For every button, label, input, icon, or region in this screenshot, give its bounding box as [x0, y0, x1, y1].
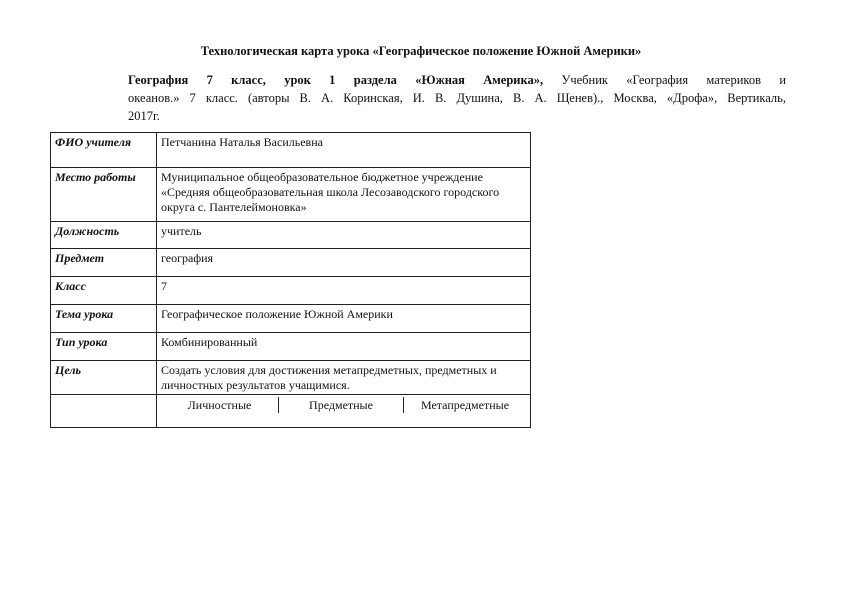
- table-row: [51, 395, 531, 428]
- row-label-goal: Цель: [51, 361, 157, 395]
- row-value-position: учитель: [157, 222, 531, 249]
- row-value-topic: Географическое положение Южной Америки: [157, 305, 531, 333]
- row-label-topic: Тема урока: [51, 305, 157, 333]
- document-title: Технологическая карта урока «Географическое положение Южной Америки»: [200, 44, 642, 58]
- lesson-card-table: [50, 132, 531, 428]
- results-empty-cell: [51, 395, 157, 428]
- row-value-subject: география: [157, 249, 531, 277]
- row-label-subject: Предмет: [51, 249, 157, 277]
- table-row: [51, 305, 531, 333]
- row-value-workplace: Муниципальное общеобразовательное бюджетное учреждение «Средняя общеобразовательная школа Лесозаводского городского округа с. Пантелеймоновка»: [157, 168, 531, 222]
- row-value-teacher: Петчанина Наталья Васильевна: [157, 133, 531, 168]
- row-label-position: Должность: [51, 222, 157, 249]
- table-row: [51, 333, 531, 361]
- lesson-intro: [128, 71, 786, 125]
- results-subject: Предметные: [279, 397, 404, 413]
- results-header-cell: [157, 395, 531, 428]
- row-label-teacher: ФИО учителя: [51, 133, 157, 168]
- intro-line-2: океанов.» 7 класс. (авторы В. А. Коринская, И. В. Душина, В. А. Щенев)., Москва, «Дрофа», Вертикаль,: [128, 91, 786, 105]
- results-metasubject: Метапредметные: [420, 398, 510, 412]
- table-row: [51, 249, 531, 277]
- intro-subject: География 7 класс, урок 1 раздела «Южная Америка»,: [128, 73, 544, 87]
- row-value-lesson-type: Комбинированный: [157, 333, 531, 361]
- table-row: [51, 133, 531, 168]
- row-label-workplace: Место работы: [51, 168, 157, 222]
- row-label-grade: Класс: [51, 277, 157, 305]
- results-header: [161, 397, 526, 413]
- intro-line-1: [128, 71, 786, 89]
- table-row: [51, 168, 531, 222]
- table-row: [51, 277, 531, 305]
- intro-textbook: Учебник «География материков и: [561, 73, 787, 87]
- results-personal: Личностные: [161, 397, 279, 413]
- row-value-grade: 7: [157, 277, 531, 305]
- table-row: [51, 222, 531, 249]
- intro-line-3: 2017г.: [128, 109, 160, 123]
- table-row: [51, 361, 531, 395]
- row-value-goal: Создать условия для достижения метапредметных, предметных и личностных результатов учащимися.: [157, 361, 531, 395]
- row-label-lesson-type: Тип урока: [51, 333, 157, 361]
